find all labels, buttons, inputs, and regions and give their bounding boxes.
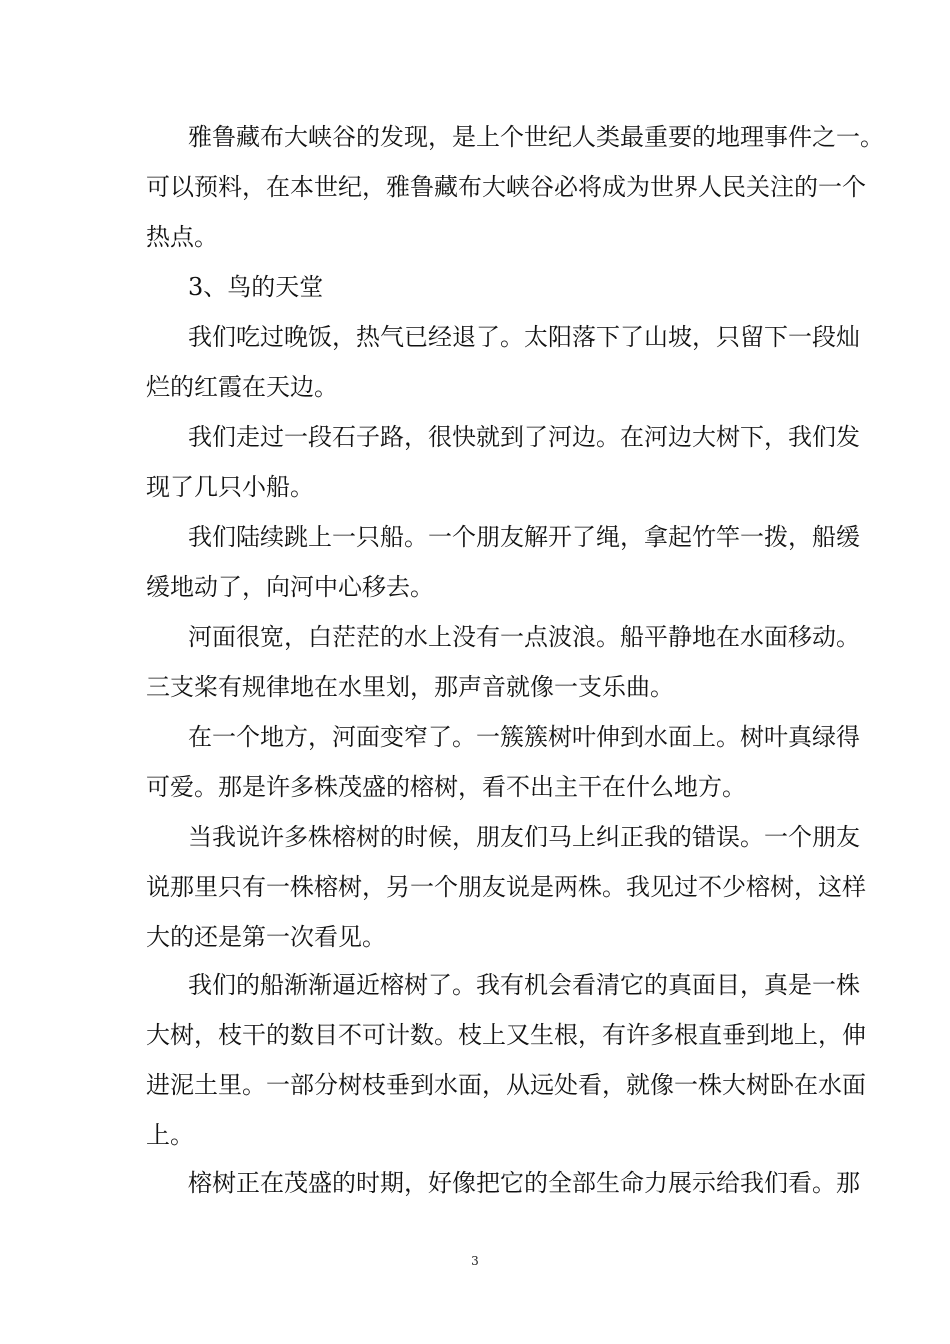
paragraph-line: 说那里只有一株榕树，另一个朋友说是两株。我见过不少榕树，这样: [146, 873, 866, 901]
paragraph-line: 我们的船渐渐逼近榕树了。我有机会看清它的真面目，真是一株: [188, 971, 860, 999]
paragraph-line: 热点。: [146, 223, 218, 251]
paragraph-line: 可以预料，在本世纪，雅鲁藏布大峡谷必将成为世界人民关注的一个: [146, 173, 866, 201]
paragraph-line: 我们走过一段石子路，很快就到了河边。在河边大树下，我们发: [188, 423, 860, 451]
paragraph-line: 我们吃过晚饭，热气已经退了。太阳落下了山坡，只留下一段灿: [188, 323, 860, 351]
paragraph-line: 现了几只小船。: [146, 473, 314, 501]
paragraph-line: 大树，枝干的数目不可计数。枝上又生根，有许多根直垂到地上，伸: [146, 1021, 866, 1049]
paragraph-line: 进泥土里。一部分树枝垂到水面，从远处看，就像一株大树卧在水面: [146, 1071, 866, 1099]
section-heading: 3、鸟的天堂: [188, 273, 324, 301]
paragraph-line: 当我说许多株榕树的时候，朋友们马上纠正我的错误。一个朋友: [188, 823, 860, 851]
paragraph-line: 大的还是第一次看见。: [146, 923, 386, 951]
paragraph-line: 在一个地方，河面变窄了。一簇簇树叶伸到水面上。树叶真绿得: [188, 723, 860, 751]
paragraph-line: 可爱。那是许多株茂盛的榕树，看不出主干在什么地方。: [146, 773, 746, 801]
paragraph-line: 三支桨有规律地在水里划，那声音就像一支乐曲。: [146, 673, 674, 701]
paragraph-line: 烂的红霞在天边。: [146, 373, 338, 401]
page-number: 3: [471, 1254, 479, 1268]
paragraph-line: 缓地动了，向河中心移去。: [146, 573, 434, 601]
paragraph-line: 榕树正在茂盛的时期，好像把它的全部生命力展示给我们看。那: [188, 1169, 860, 1197]
paragraph-line: 我们陆续跳上一只船。一个朋友解开了绳，拿起竹竿一拨，船缓: [188, 523, 860, 551]
paragraph-line: 河面很宽，白茫茫的水上没有一点波浪。船平静地在水面移动。: [188, 623, 860, 651]
paragraph-line: 上。: [146, 1121, 194, 1149]
paragraph-line: 雅鲁藏布大峡谷的发现，是上个世纪人类最重要的地理事件之一。: [188, 123, 884, 151]
